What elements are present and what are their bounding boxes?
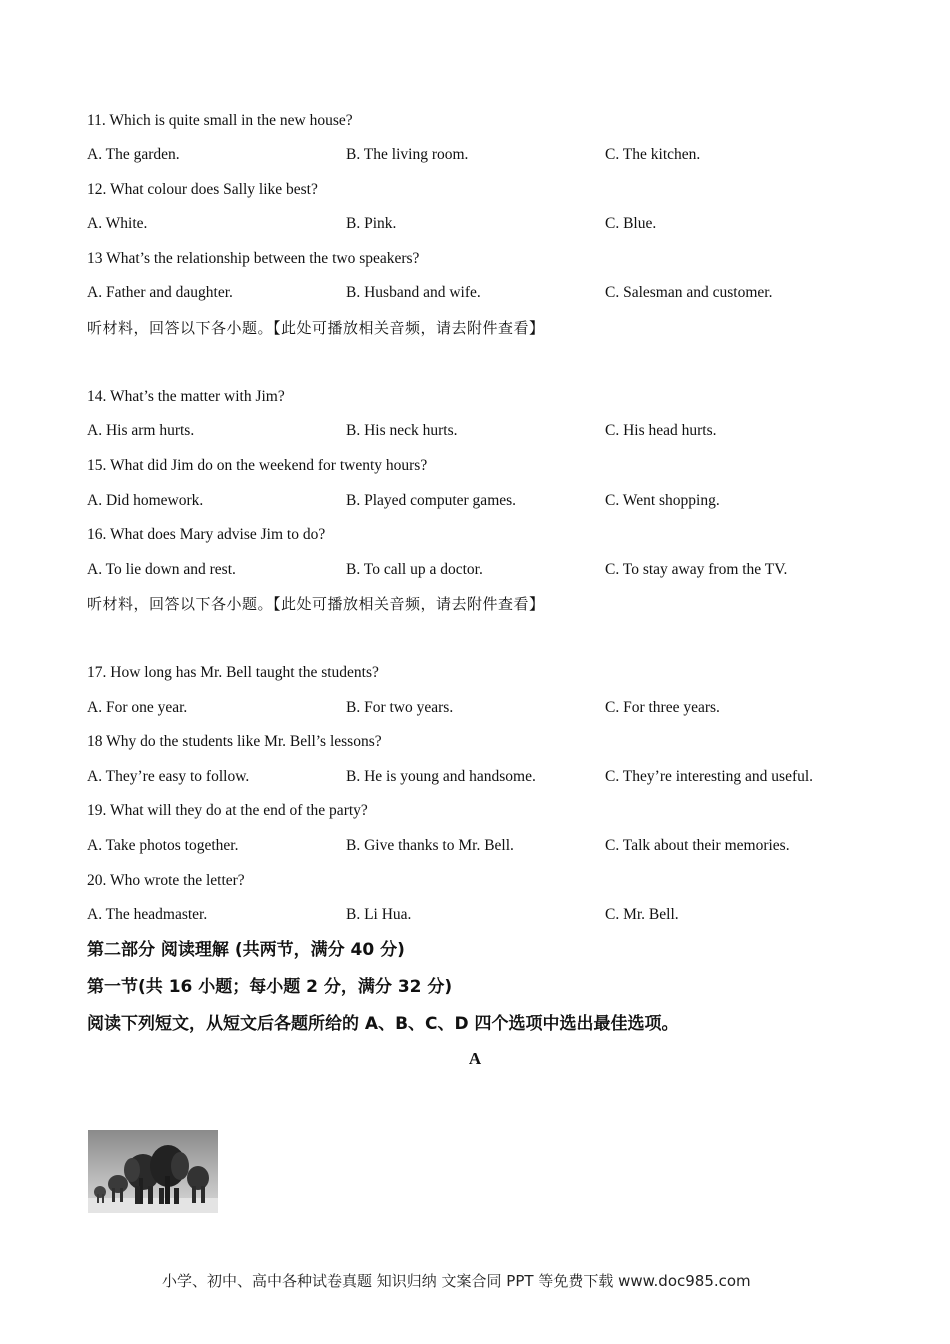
option-11-c: C. The kitchen. bbox=[605, 146, 701, 163]
option-18-b: B. He is young and handsome. bbox=[346, 768, 536, 785]
option-12-c: C. Blue. bbox=[605, 215, 657, 232]
option-16-a: A. To lie down and rest. bbox=[87, 561, 236, 578]
option-17-b: B. For two years. bbox=[346, 699, 454, 716]
option-11-a: A. The garden. bbox=[87, 146, 180, 163]
option-16-b: B. To call up a doctor. bbox=[346, 561, 483, 578]
option-17-c: C. For three years. bbox=[605, 699, 720, 716]
elephant-photo bbox=[88, 1130, 218, 1213]
option-20-c: C. Mr. Bell. bbox=[605, 906, 679, 923]
passage-label: A bbox=[468, 1049, 482, 1068]
option-19-b: B. Give thanks to Mr. Bell. bbox=[346, 837, 514, 854]
question-18: 18 Why do the students like Mr. Bell’s lessons? bbox=[87, 733, 382, 750]
option-15-a: A. Did homework. bbox=[87, 492, 204, 509]
question-12: 12. What colour does Sally like best? bbox=[87, 181, 318, 198]
question-16: 16. What does Mary advise Jim to do? bbox=[87, 526, 326, 543]
option-20-b: B. Li Hua. bbox=[346, 906, 412, 923]
question-14: 14. What’s the matter with Jim? bbox=[87, 388, 285, 405]
option-13-b: B. Husband and wife. bbox=[346, 284, 481, 301]
option-11-b: B. The living room. bbox=[346, 146, 469, 163]
option-18-c: C. They’re interesting and useful. bbox=[605, 768, 814, 785]
option-14-a: A. His arm hurts. bbox=[87, 422, 195, 439]
question-19: 19. What will they do at the end of the party? bbox=[87, 802, 368, 819]
question-17: 17. How long has Mr. Bell taught the students? bbox=[87, 664, 379, 681]
section-one-title: 第一节(共 16 小题；每小题 2 分，满分 32 分) bbox=[87, 977, 453, 997]
option-13-a: A. Father and daughter. bbox=[87, 284, 233, 301]
option-15-b: B. Played computer games. bbox=[346, 492, 517, 509]
page-footer: 小学、初中、高中各种试卷真题 知识归纳 文案合同 PPT 等免费下载 www.doc985.com bbox=[162, 1272, 751, 1290]
question-13: 13 What’s the relationship between the two speakers? bbox=[87, 250, 420, 267]
listening-instruction-2: 听材料，回答以下各小题。【此处可播放相关音频，请去附件查看】 bbox=[87, 595, 545, 613]
option-12-b: B. Pink. bbox=[346, 215, 397, 232]
option-16-c: C. To stay away from the TV. bbox=[605, 561, 788, 578]
part-two-title: 第二部分 阅读理解 (共两节，满分 40 分) bbox=[87, 940, 405, 960]
option-15-c: C. Went shopping. bbox=[605, 492, 720, 509]
reading-directions: 阅读下列短文，从短文后各题所给的 A、B、C、D 四个选项中选出最佳选项。 bbox=[87, 1014, 679, 1034]
option-12-a: A. White. bbox=[87, 215, 148, 232]
option-14-c: C. His head hurts. bbox=[605, 422, 717, 439]
option-19-c: C. Talk about their memories. bbox=[605, 837, 790, 854]
question-15: 15. What did Jim do on the weekend for twenty hours? bbox=[87, 457, 428, 474]
question-20: 20. Who wrote the letter? bbox=[87, 872, 245, 889]
question-11: 11. Which is quite small in the new house? bbox=[87, 112, 353, 129]
option-13-c: C. Salesman and customer. bbox=[605, 284, 773, 301]
option-18-a: A. They’re easy to follow. bbox=[87, 768, 250, 785]
option-14-b: B. His neck hurts. bbox=[346, 422, 458, 439]
option-19-a: A. Take photos together. bbox=[87, 837, 239, 854]
option-17-a: A. For one year. bbox=[87, 699, 188, 716]
option-20-a: A. The headmaster. bbox=[87, 906, 208, 923]
listening-instruction-1: 听材料，回答以下各小题。【此处可播放相关音频，请去附件查看】 bbox=[87, 319, 545, 337]
